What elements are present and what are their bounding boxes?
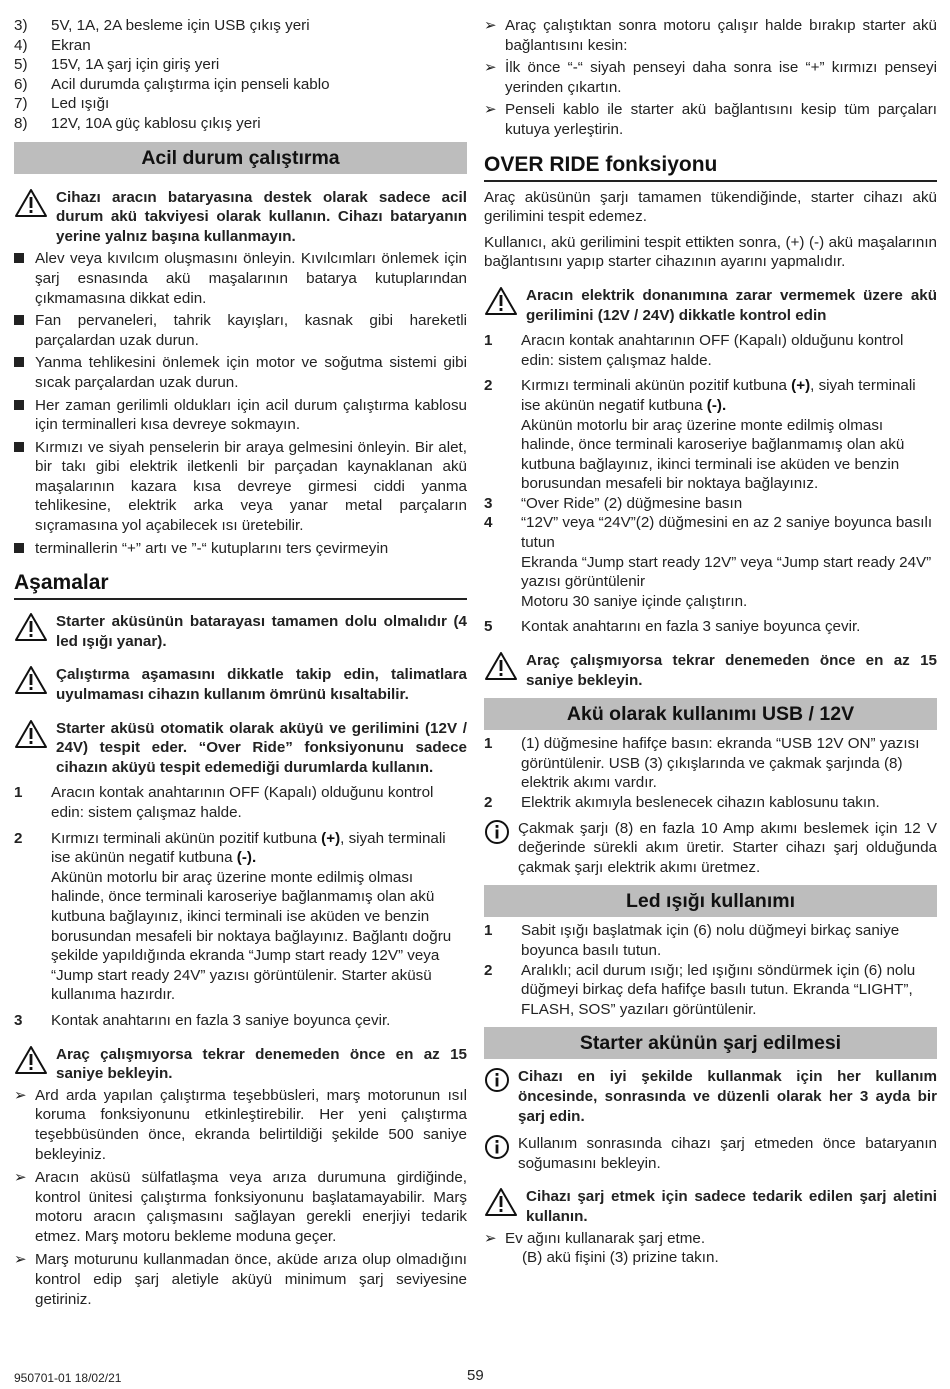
page-number: 59 — [467, 1367, 484, 1384]
arrow-item: ➢ Araç çalıştıktan sonra motoru çalışır halde bırakıp starter akü bağlantısını kesin: — [484, 17, 937, 54]
list-text: 5V, 1A, 2A besleme için USB çıkış yeri — [51, 17, 310, 34]
list-number: 5) — [14, 56, 28, 74]
list-text: 15V, 1A şarj için giriş yeri — [51, 56, 220, 74]
step-item: 3 Kontak anahtarını en fazla 3 saniye boyunca çevir. — [14, 1011, 391, 1029]
arrow-item: ➢ İlk önce “-“ siyah penseyi daha sonra ise “+” kırmızı penseyi yerinden çıkartın. — [484, 59, 937, 96]
arrow-item: ➢ Ev ağını kullanarak şarj etme. — [484, 1229, 706, 1247]
warning-block — [484, 286, 937, 325]
section-banner-led: Led ışığı kullanımı — [484, 885, 937, 917]
warning-icon — [484, 1187, 526, 1226]
warning-block — [484, 651, 937, 690]
list-text: Ekran — [51, 36, 91, 54]
list-text: 12V, 10A güç kablosu çıkış yeri — [51, 114, 261, 132]
bullet-item: Her zaman gerilimli oldukları için acil durum çalıştırma kablosu için terminalleri kısa devreye sokmayın. — [14, 396, 467, 435]
list-text: Led ışığı — [51, 95, 110, 113]
step-item: 1 Aracın kontak anahtarının OFF (Kapalı) olduğunu kontrol edin: sistem çalışmaz halde. — [14, 784, 434, 821]
arrow-bullet-icon: ➢ — [14, 1251, 27, 1269]
left-column — [14, 16, 467, 1309]
step-item: 1 (1) düğmesine hafifçe basın: ekranda “USB 12V ON” yazısı görüntülenir. USB (3) çıkışlarında ve çakmak şarjında (8) elektrik akımı vardır. — [484, 735, 920, 792]
square-bullet-icon — [14, 438, 35, 536]
warning-block — [484, 1187, 937, 1226]
warning-icon — [14, 665, 56, 704]
info-icon — [484, 819, 518, 878]
arrow-item: ➢ Penseli kablo ile starter akü bağlantısını kesip tüm parçaları kutuya yerleştirin. — [484, 101, 937, 138]
bullet-item: Fan pervaneleri, tahrik kayışları, kasnak gibi hareketli parçalardan uzak durun. — [14, 311, 467, 350]
warning-block — [14, 719, 467, 778]
square-bullet-icon — [14, 311, 35, 350]
parts-list — [14, 16, 467, 134]
info-block — [484, 819, 937, 878]
paragraph: Kullanıcı, akü gerilimini tespit ettikten sonra, (+) (-) akü maşalarının bağlantısını yapıp starter cihazının ayarını yapmalıdır. — [484, 233, 937, 271]
step-item: 2 Aralıklı; acil durum ısığı; led ışığını söndürmek için (6) nolu düğmeyi birkaç defa hafifçe basılı tutun. Ekranda “LIGHT”, FLASH, SOS” yazıları görüntülenir. — [484, 961, 916, 1018]
arrow-bullet-icon: ➢ — [14, 1169, 27, 1187]
warning-block — [14, 612, 467, 651]
arrow-bullet-icon: ➢ — [484, 101, 497, 119]
list-item — [14, 16, 467, 36]
warning-text: Starter aküsü otomatik olarak aküyü ve gerilimini (12V / 24V) tespit eder. “Over Ride” fonksiyonunu sadece cihazın aküyü tespit edemediği durumlarda kullanın. — [56, 719, 467, 776]
section-banner-emergency-start: Acil durum çalıştırma — [14, 142, 467, 174]
info-block — [484, 1134, 937, 1173]
warning-icon — [14, 612, 56, 651]
square-bullet-icon — [14, 539, 35, 559]
bullet-item: terminallerin “+” artı ve ”-“ kutuplarını ters çevirmeyin — [14, 539, 467, 559]
section-heading-stages: Aşamalar — [14, 570, 467, 600]
section-banner-charging: Starter akünün şarj edilmesi — [484, 1027, 937, 1059]
square-bullet-icon — [14, 249, 35, 308]
warning-text: Cihazı şarj etmek için sadece tedarik edilen şarj aletini kullanın. — [526, 1188, 937, 1225]
warning-text: Araç çalışmıyorsa tekrar denemeden önce en az 15 saniye bekleyin. — [526, 652, 937, 689]
step-item: 5 Kontak anahtarını en fazla 3 saniye boyunca çevir. — [484, 618, 861, 636]
bullet-item: Kırmızı ve siyah penselerin bir araya gelmesini önleyin. Bir alet, bir takı gibi elektrik iletkenli bir parçadan kaynaklanan akü maşalarının kazara kısa devreye girmesi ciddi yanma tehlikesine, elektrik arka veya yanar metal parçaların sıçramasına yol açabilecek ısı üretebilir. — [14, 438, 467, 536]
list-item — [14, 75, 467, 95]
list-number: 3) — [14, 17, 28, 34]
arrow-item: ➢ Aracın aküsü sülfatlaşma veya arıza durumuna girdiğinde, kontrol ünitesi çalıştırma fonksiyonunu başlatamayabilir. Marş motoru aracın çalışmasını sağlayan gerekli enerjiyi tedarik etmez. Marş motoru bekleme moduna geçer. — [14, 1169, 467, 1245]
paragraph: Araç aküsünün şarjı tamamen tükendiğinde, starter cihazı akü gerilimini tespit edemez. — [484, 188, 937, 226]
right-column — [484, 16, 937, 1268]
arrow-subitem: (B) akü fişini (3) prizine takın. — [522, 1249, 719, 1267]
arrow-item: ➢ Marş moturunu kullanmadan önce, aküde arıza olup olmadığını kontrol edip şarj aletiyle aküyü minimum şarj seviyesine getiriniz. — [14, 1251, 467, 1308]
warning-icon — [14, 188, 56, 247]
info-block — [484, 1067, 937, 1126]
bullet-item: Alev veya kıvılcım oluşmasını önleyin. Kıvılcımları önlemek için şarj esnasında akü maşalarının batarya kutuplarından çıkmamasına dikkat edin. — [14, 249, 467, 308]
arrow-bullet-icon: ➢ — [484, 1229, 497, 1247]
list-item — [14, 36, 467, 56]
list-number: 8) — [14, 114, 28, 132]
info-text: Çakmak şarjı (8) en fazla 10 Amp akımı beslemek için 12 V değerinde sürekli akım üretir. Starter cihazı şarj olduğunda çakmak şarjı elektrik akımı üretmez. — [518, 819, 937, 876]
step-item: 4 “12V” veya “24V”(2) düğmesini en az 2 saniye boyunca basılı tutun Ekranda “Jump start ready 12V” veya “Jump start ready 24V” yazısı görüntülenir Motoru 30 saniye içinde çalıştırın. — [484, 514, 933, 610]
step-item: 2 Kırmızı terminali akünün pozitif kutbuna (+), siyah terminali ise akünün negatif kutbuna (-). Akünün motorlu bir araç üzerine monte edilmiş olması halinde, önce terminali karoseriye bağlanmamış olan akü kutbuna bağlayınız, ikinci terminali ise aküden ve benzin borusundan mesafeli bir noktaya bağlayınız. Bağlantı doğru şekilde yapıldığında ekranda “Jump start ready 12V” veya “Jump start ready 24V” yazısı görüntülenir. Starter aküsü kullanıma hazırdır. — [14, 829, 452, 1004]
list-item — [14, 55, 467, 75]
warning-icon — [14, 1045, 56, 1084]
square-bullet-icon — [14, 353, 35, 392]
document-code: 950701-01 18/02/21 — [14, 1371, 122, 1385]
section-banner-usb: Akü olarak kullanımı USB / 12V — [484, 698, 937, 730]
list-number: 6) — [14, 75, 28, 93]
warning-text: Cihazı aracın bataryasına destek olarak sadece acil durum akü takviyesi olarak kullanın. Cihazı bataryanın yerine yalnız başına kullanmayın. — [56, 188, 467, 245]
list-item — [14, 94, 467, 114]
info-icon — [484, 1134, 518, 1173]
list-number: 7) — [14, 95, 28, 113]
list-item — [14, 114, 467, 134]
step-item: 1 Aracın kontak anahtarının OFF (Kapalı) olduğunu kontrol edin: sistem çalışmaz halde. — [484, 332, 904, 369]
square-bullet-icon — [14, 396, 35, 435]
warning-block — [14, 665, 467, 704]
info-text: Kullanım sonrasında cihazı şarj etmeden önce bataryanın soğumasını bekleyin. — [518, 1135, 937, 1172]
warning-text: Starter aküsünün batarayası tamamen dolu olmalıdır (4 led ışığı yanar). — [56, 613, 467, 650]
list-text: Acil durumda çalıştırma için penseli kablo — [51, 75, 330, 93]
step-item: 2 Kırmızı terminali akünün pozitif kutbuna (+), siyah terminali ise akünün negatif kutbuna (-). Akünün motorlu bir araç üzerine monte edilmiş olması halinde, önce terminali karoseriye bağlanmamış olan akü kutbuna bağlayınız, ikinci terminali ise aküden ve benzin borusundan mesafeli bir noktaya bağlayınız. — [484, 377, 916, 493]
warning-icon — [484, 651, 526, 690]
warning-block — [14, 1045, 467, 1084]
list-number: 4) — [14, 36, 28, 54]
arrow-bullet-icon: ➢ — [14, 1086, 27, 1104]
warning-text: Araç çalışmıyorsa tekrar denemeden önce en az 15 saniye bekleyin. — [56, 1045, 467, 1083]
warning-block — [14, 188, 467, 247]
arrow-bullet-icon: ➢ — [484, 59, 497, 77]
info-text: Cihazı en iyi şekilde kullanmak için her kullanım öncesinde, sonrasında ve düzenli olarak her 3 ayda bir şarj edin. — [518, 1068, 937, 1125]
arrow-item: ➢ Ard arda yapılan çalıştırma teşebbüsleri, marş motorunun ısıl koruma fonksiyonunu etkinleştirebilir. Her yeni çalıştırma teşebbüsünden önce, ekranda belirtildiği şekilde 500 saniye bekleyiniz. — [14, 1086, 467, 1163]
step-item: 2 Elektrik akımıyla beslenecek cihazın kablosunu takın. — [484, 794, 880, 811]
warning-icon — [484, 286, 526, 325]
step-item: 1 Sabit ışığı başlatmak için (6) nolu düğmeyi birkaç saniye boyunca basılı tutun. — [484, 922, 900, 959]
warning-text: Aracın elektrik donanımına zarar vermemek üzere akü gerilimini (12V / 24V) dikkatle kontrol edin — [526, 286, 937, 324]
arrow-bullet-icon: ➢ — [484, 17, 497, 34]
bullet-item: Yanma tehlikesini önlemek için motor ve soğutma sistemi gibi sıcak parçalardan uzak durun. — [14, 353, 467, 392]
step-item: 3 “Over Ride” (2) düğmesine basın — [484, 494, 743, 512]
warning-icon — [14, 719, 56, 778]
info-icon — [484, 1067, 518, 1126]
warning-text: Çalıştırma aşamasını dikkatle takip edin, talimatlara uyulmaması cihazın kullanım ömrünü kısaltabilir. — [56, 666, 467, 704]
section-heading-override: OVER RIDE fonksiyonu — [484, 152, 937, 182]
